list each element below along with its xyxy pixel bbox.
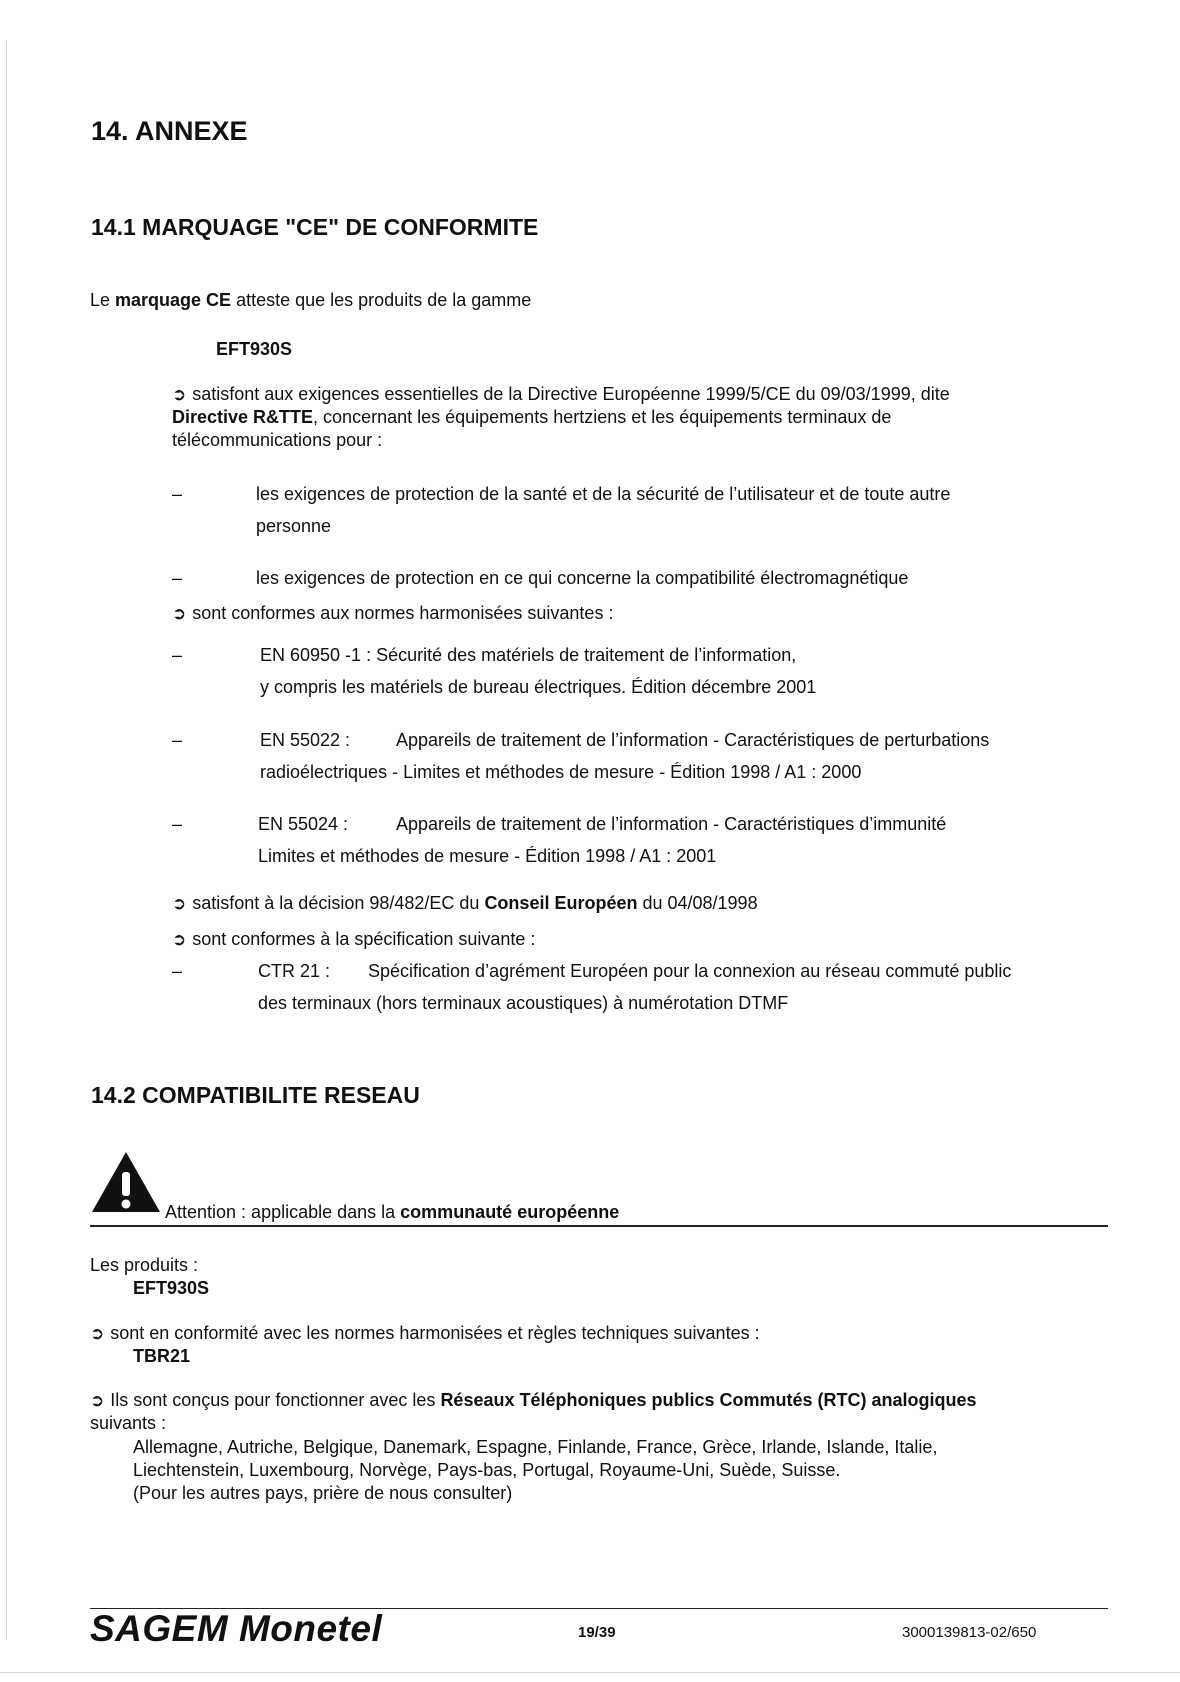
- attention-text: [165, 1202, 619, 1223]
- req1-line2: personne: [256, 516, 332, 536]
- dash-ctr: –: [172, 961, 183, 981]
- footer-reference: 3000139813-02/650: [902, 1624, 1037, 1641]
- countries-line2: Liechtenstein, Luxembourg, Norvège, Pays-bas, Portugal, Royaume-Uni, Suède, Suisse.: [133, 1460, 841, 1480]
- ce-heading: 14.1 MARQUAGE "CE" DE CONFORMITE: [91, 214, 539, 240]
- countries-line1: Allemagne, Autriche, Belgique, Danemark, Espagne, Finlande, France, Grèce, Irlande, Islande, Italie,: [133, 1437, 938, 1457]
- ce-product-name: EFT930S: [216, 339, 293, 359]
- arrow-icon: ➲: [90, 1391, 105, 1410]
- req2-text: les exigences de protection en ce qui concerne la compatibilité électromagnétique: [256, 568, 909, 588]
- ctr-code: CTR 21 :: [258, 961, 331, 981]
- ce-p1-text: satisfont aux exigences essentielles de la Directive Européenne 1999/5/CE du 09/03/1999, dite: [192, 384, 950, 404]
- attention-pre: Attention : applicable dans la: [165, 1202, 401, 1222]
- req1-line1: les exigences de protection de la santé et de la sécurité de l’utilisateur et de toute autre: [256, 484, 951, 504]
- network-product-name: EFT930S: [133, 1278, 210, 1298]
- ce-intro-pre: Le: [90, 290, 116, 310]
- ctr-line1: Spécification d’agrément Européen pour la connexion au réseau commuté public: [368, 961, 1012, 981]
- ce-p1-line1: [172, 384, 950, 405]
- arrow-icon: ➲: [172, 604, 187, 623]
- ce-p3-post: du 04/08/1998: [637, 893, 758, 913]
- ctr-line2: des terminaux (hors terminaux acoustiques) à numérotation DTMF: [258, 993, 789, 1013]
- norm3-code: EN 55024 :: [258, 814, 349, 834]
- footer-page-number: 19/39: [578, 1624, 616, 1641]
- norm2-code: EN 55022 :: [260, 730, 351, 750]
- section-title: 14. ANNEXE: [91, 116, 248, 146]
- attention-bold: communauté européenne: [400, 1202, 620, 1222]
- ce-intro-post: atteste que les produits de la gamme: [231, 290, 532, 310]
- arrow-icon: ➲: [172, 930, 187, 949]
- network-p2-line2: suivants :: [90, 1413, 167, 1433]
- ce-p2: [172, 603, 613, 624]
- network-p2-bold: Réseaux Téléphoniques publics Commutés (RTC) analogiques: [440, 1390, 977, 1410]
- products-label: Les produits :: [90, 1255, 199, 1275]
- countries-line3: (Pour les autres pays, prière de nous consulter): [133, 1483, 513, 1503]
- norm2-line2: radioélectriques - Limites et méthodes de mesure - Édition 1998 / A1 : 2000: [260, 762, 862, 782]
- norm3-line1: Appareils de traitement de l’information - Caractéristiques d’immunité: [396, 814, 947, 834]
- ce-product: [216, 339, 292, 360]
- norm1-line1: EN 60950 -1 : Sécurité des matériels de traitement de l’information,: [260, 645, 797, 665]
- network-product: [133, 1278, 209, 1299]
- ce-p4: [172, 929, 535, 950]
- norm1-line2: y compris les matériels de bureau électriques. Édition décembre 2001: [260, 677, 817, 697]
- network-p2-pre: Ils sont conçus pour fonctionner avec les: [110, 1390, 441, 1410]
- ce-intro-bold: marquage CE: [115, 290, 232, 310]
- network-heading: 14.2 COMPATIBILITE RESEAU: [91, 1082, 420, 1108]
- network-standard: [133, 1346, 190, 1367]
- dash-norm2: –: [172, 730, 183, 750]
- ce-p3-pre: satisfont à la décision 98/482/EC du: [192, 893, 485, 913]
- dash-req1: –: [172, 484, 183, 504]
- ce-p3: [172, 893, 758, 914]
- footer-brand-logo: SAGEM Monetel: [90, 1608, 383, 1649]
- dash-norm3: –: [172, 814, 183, 834]
- network-standard-name: TBR21: [133, 1346, 191, 1366]
- arrow-icon: ➲: [172, 894, 187, 913]
- scan-edge-left: [6, 40, 7, 1640]
- ce-p2-text: sont conformes aux normes harmonisées suivantes :: [192, 603, 614, 623]
- arrow-icon: ➲: [172, 385, 187, 404]
- ce-p3-bold: Conseil Européen: [484, 893, 638, 913]
- dash-req2: –: [172, 568, 183, 588]
- ce-intro: [90, 290, 531, 311]
- norm3-line2: Limites et méthodes de mesure - Édition 1998 / A1 : 2001: [258, 846, 717, 866]
- warning-icon: [90, 1150, 162, 1214]
- dash-norm1: –: [172, 645, 183, 665]
- ce-p1-bold: Directive R&TTE: [172, 407, 314, 427]
- ce-p1-rest: , concernant les équipements hertziens et les équipements terminaux de: [313, 407, 892, 427]
- network-p1: [90, 1323, 760, 1344]
- ce-p4-text: sont conformes à la spécification suivante :: [192, 929, 536, 949]
- network-p2: [90, 1390, 977, 1411]
- scan-edge-bottom: [0, 1672, 1180, 1673]
- ce-p1-line3: télécommunications pour :: [172, 430, 383, 450]
- attention-rule: [90, 1225, 1108, 1227]
- network-p1-text: sont en conformité avec les normes harmonisées et règles techniques suivantes :: [110, 1323, 760, 1343]
- arrow-icon: ➲: [90, 1324, 105, 1343]
- ce-p1-line2: [172, 407, 891, 428]
- norm2-line1: Appareils de traitement de l’information - Caractéristiques de perturbations: [396, 730, 990, 750]
